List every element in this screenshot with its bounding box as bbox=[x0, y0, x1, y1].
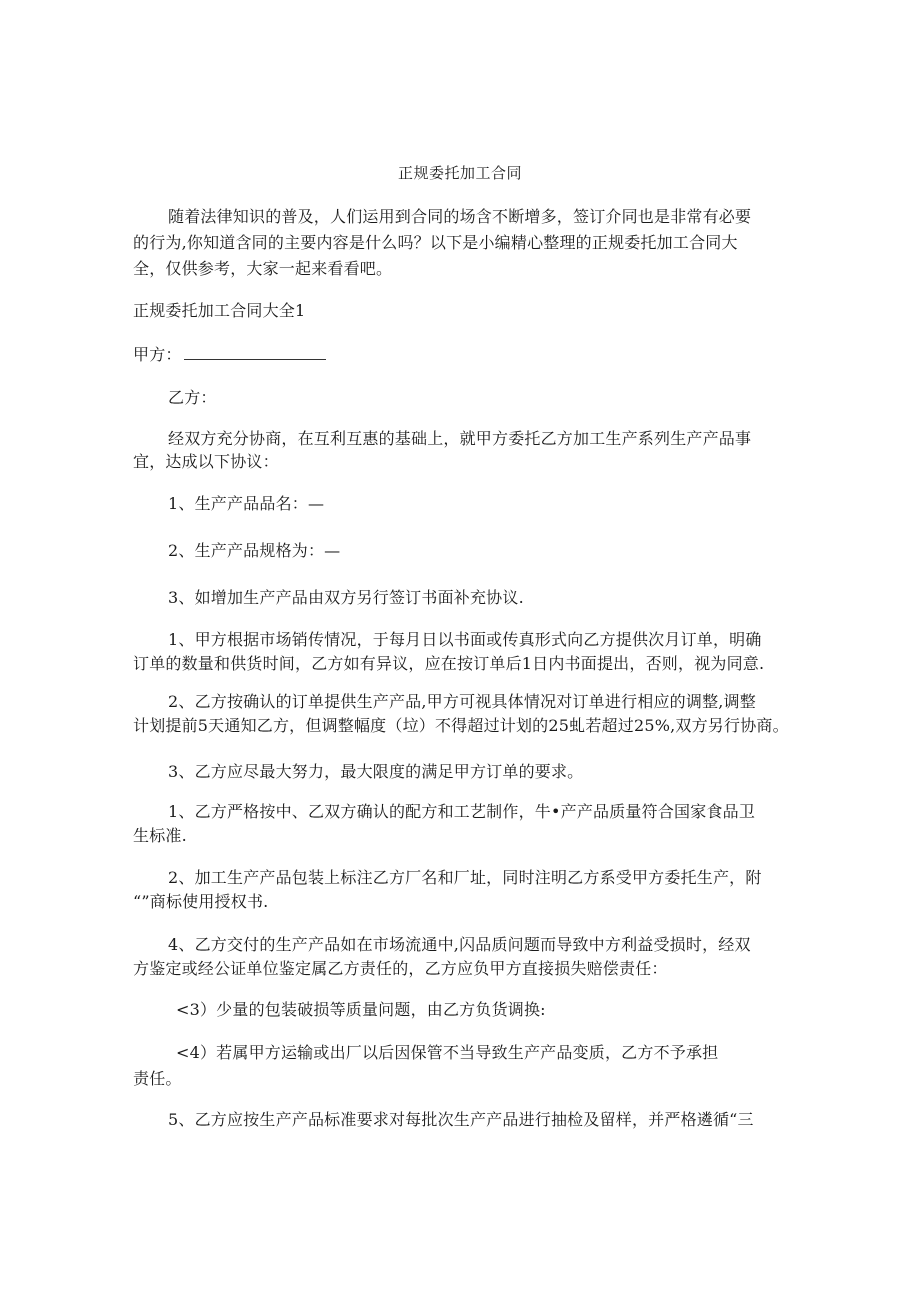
section-heading: 正规委托加工合同大全1 bbox=[133, 301, 306, 320]
preamble-line-1: 经双方充分协商，在互利互惠的基础上，就甲方委托乙方加工生产系列生产产品事 bbox=[168, 429, 752, 448]
sub-item-4-continuation: 责任。 bbox=[133, 1069, 182, 1088]
intro-line-3: 全，仅供参考，大家一起来看看吧。 bbox=[133, 259, 393, 278]
party-a-blank bbox=[184, 345, 326, 360]
order-clause-2-line-2: 计划提前5天通知乙方，但调整幅度（垃）不得超过计划的25虬若超过25%,双方另行协商。 bbox=[133, 716, 789, 735]
intro-line-2: 的行为,你知道含同的主要内容是什么吗？以下是小编精心整理的正规委托加工合同大 bbox=[133, 233, 738, 252]
party-b-label: 乙方： bbox=[168, 388, 217, 407]
quality-clause-1-line-1: 1、乙方严格按中、乙双方确认的配方和工艺制作，牛•产产品质量符合国家食品卫 bbox=[168, 802, 756, 821]
sampling-clause-line-1: 5、乙方应按生产产品标准要求对每批次生产产品进行抽检及留样，并严格遴循“三 bbox=[168, 1110, 754, 1129]
party-a-label: 甲方： bbox=[133, 345, 182, 364]
sub-item-4: <4）若属甲方运输或出厂以后因保管不当导致生产产品变质，乙方不予承担 bbox=[176, 1043, 719, 1062]
quality-clause-2-line-1: 2、加工生产产品包装上标注乙方厂名和厂址，同时注明乙方系受甲方委托生产，附 bbox=[168, 868, 762, 887]
preamble-line-2: 宜，达成以下协议： bbox=[133, 452, 279, 471]
order-clause-1-line-2: 订单的数量和供货时间，乙方如有异议，应在按订单后1日内书面提出，否则，视为同意. bbox=[133, 654, 765, 673]
order-clause-2-line-1: 2、乙方按确认的订单提供生产产品,甲方可视具体情况对订单进行相应的调整,调整 bbox=[168, 692, 756, 711]
party-a-line bbox=[133, 345, 326, 365]
product-name-item: 1、生产产品品名：— bbox=[168, 494, 325, 513]
product-spec-item: 2、生产产品规格为：— bbox=[168, 541, 341, 560]
quality-clause-2-line-2: “”商标使用授权书. bbox=[133, 892, 269, 911]
intro-line-1: 随着法律知识的普及，人们运用到合同的场含不断增多，签订介同也是非常有必要 bbox=[168, 207, 752, 226]
quality-clause-4-line-1: 4、乙方交付的生产产品如在市场流通中,闪品质问题而导致中方利益受损时，经双 bbox=[168, 935, 751, 954]
supplement-item: 3、如增加生产产品由双方另行签订书面补充协议. bbox=[168, 588, 524, 607]
quality-clause-1-line-2: 生标准. bbox=[133, 826, 187, 845]
sub-item-3: <3）少量的包装破损等质量问题，由乙方负货调换: bbox=[176, 1000, 546, 1019]
order-clause-1-line-1: 1、甲方根据市场销传情况，于每月日以书面或传真形式向乙方提供次月订单，明确 bbox=[168, 630, 762, 649]
document-title: 正规委托加工合同 bbox=[397, 164, 522, 182]
order-clause-3-line-1: 3、乙方应尽最大努力，最大限度的满足甲方订单的要求。 bbox=[168, 762, 584, 781]
quality-clause-4-line-2: 方鉴定或经公证单位鉴定属乙方责任的，乙方应负甲方直接损失赔偿责任： bbox=[133, 959, 668, 978]
